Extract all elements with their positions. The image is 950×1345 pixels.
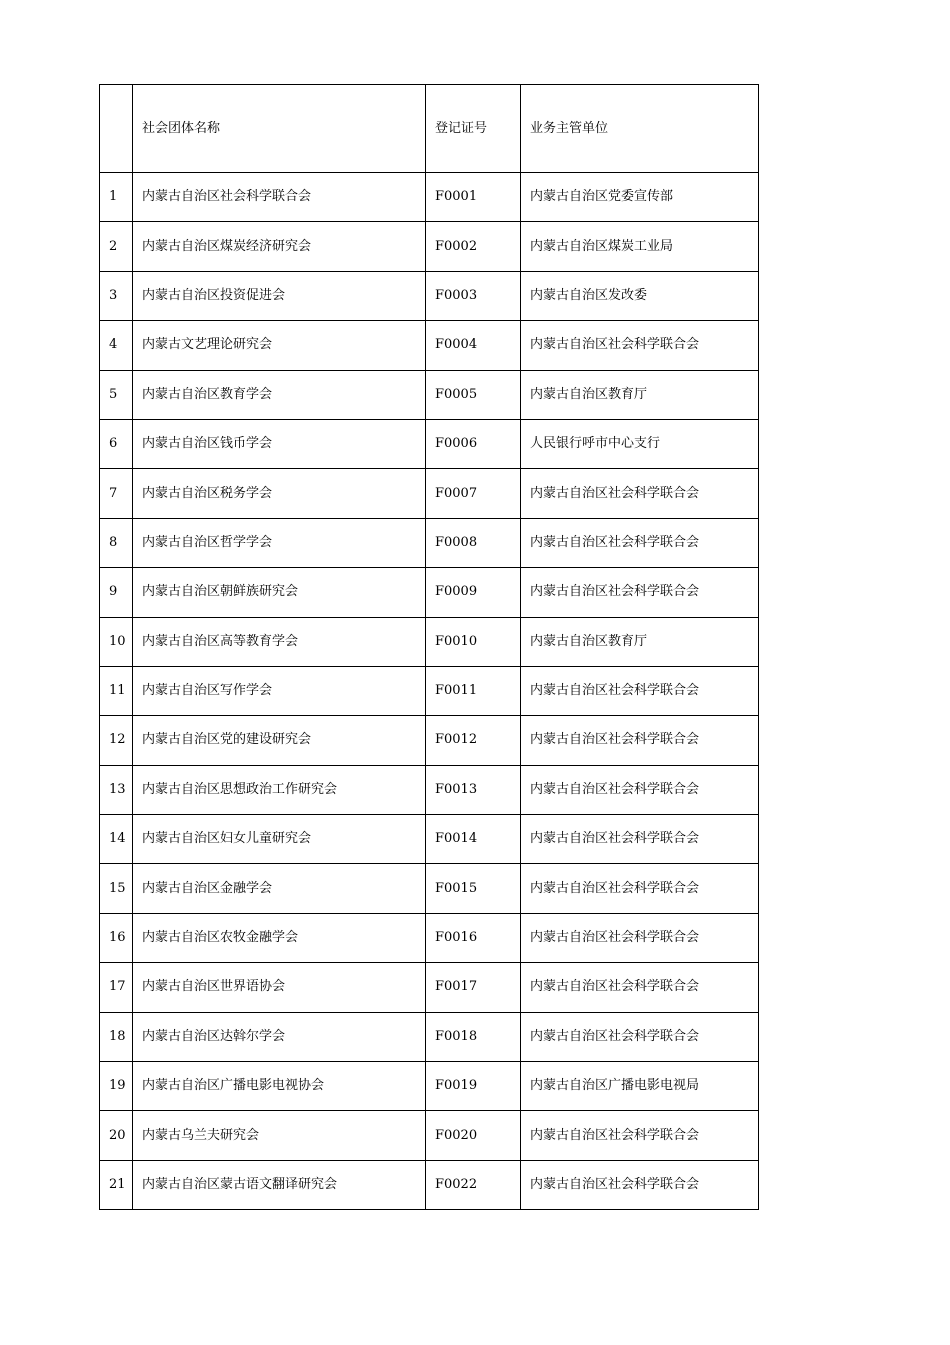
cell-supervising-unit: 内蒙古自治区社会科学联合会 [521, 1111, 759, 1160]
cell-registration-code: F0009 [426, 568, 521, 617]
cell-registration-code: F0019 [426, 1062, 521, 1111]
cell-no: 16 [100, 913, 133, 962]
header-name: 社会团体名称 [133, 85, 426, 173]
cell-org-name: 内蒙古自治区税务学会 [133, 469, 426, 518]
cell-supervising-unit: 内蒙古自治区社会科学联合会 [521, 469, 759, 518]
cell-no: 4 [100, 321, 133, 370]
cell-no: 14 [100, 815, 133, 864]
cell-org-name: 内蒙古自治区朝鲜族研究会 [133, 568, 426, 617]
cell-registration-code: F0022 [426, 1160, 521, 1209]
table-row [100, 518, 759, 567]
cell-registration-code: F0014 [426, 815, 521, 864]
cell-no: 11 [100, 666, 133, 715]
cell-no: 9 [100, 568, 133, 617]
table-row [100, 864, 759, 913]
cell-supervising-unit: 内蒙古自治区社会科学联合会 [521, 321, 759, 370]
table-row [100, 765, 759, 814]
cell-registration-code: F0011 [426, 666, 521, 715]
table-row [100, 913, 759, 962]
cell-org-name: 内蒙古自治区金融学会 [133, 864, 426, 913]
cell-org-name: 内蒙古自治区达斡尔学会 [133, 1012, 426, 1061]
cell-supervising-unit: 内蒙古自治区煤炭工业局 [521, 222, 759, 271]
cell-registration-code: F0016 [426, 913, 521, 962]
header-row [100, 85, 759, 173]
header-no [100, 85, 133, 173]
cell-org-name: 内蒙古自治区广播电影电视协会 [133, 1062, 426, 1111]
cell-registration-code: F0010 [426, 617, 521, 666]
cell-registration-code: F0015 [426, 864, 521, 913]
header-code: 登记证号 [426, 85, 521, 173]
cell-no: 17 [100, 963, 133, 1012]
cell-org-name: 内蒙古乌兰夫研究会 [133, 1111, 426, 1160]
cell-supervising-unit: 内蒙古自治区社会科学联合会 [521, 518, 759, 567]
cell-supervising-unit: 内蒙古自治区党委宣传部 [521, 173, 759, 222]
cell-no: 21 [100, 1160, 133, 1209]
cell-no: 15 [100, 864, 133, 913]
table-body [100, 85, 759, 1210]
cell-registration-code: F0012 [426, 716, 521, 765]
cell-supervising-unit: 内蒙古自治区社会科学联合会 [521, 913, 759, 962]
cell-supervising-unit: 人民银行呼市中心支行 [521, 419, 759, 468]
cell-org-name: 内蒙古自治区思想政治工作研究会 [133, 765, 426, 814]
cell-supervising-unit: 内蒙古自治区社会科学联合会 [521, 666, 759, 715]
cell-no: 2 [100, 222, 133, 271]
cell-no: 10 [100, 617, 133, 666]
cell-org-name: 内蒙古自治区教育学会 [133, 370, 426, 419]
cell-org-name: 内蒙古自治区社会科学联合会 [133, 173, 426, 222]
cell-no: 7 [100, 469, 133, 518]
table-row [100, 617, 759, 666]
table-row [100, 271, 759, 320]
cell-org-name: 内蒙古自治区哲学学会 [133, 518, 426, 567]
cell-no: 3 [100, 271, 133, 320]
table-row [100, 666, 759, 715]
cell-supervising-unit: 内蒙古自治区教育厅 [521, 370, 759, 419]
cell-registration-code: F0020 [426, 1111, 521, 1160]
cell-org-name: 内蒙古自治区农牧金融学会 [133, 913, 426, 962]
registry-table [99, 84, 759, 1210]
cell-no: 12 [100, 716, 133, 765]
cell-supervising-unit: 内蒙古自治区社会科学联合会 [521, 864, 759, 913]
cell-no: 20 [100, 1111, 133, 1160]
cell-no: 19 [100, 1062, 133, 1111]
cell-org-name: 内蒙古自治区钱币学会 [133, 419, 426, 468]
cell-supervising-unit: 内蒙古自治区教育厅 [521, 617, 759, 666]
cell-supervising-unit: 内蒙古自治区社会科学联合会 [521, 1160, 759, 1209]
table-row [100, 222, 759, 271]
cell-no: 6 [100, 419, 133, 468]
cell-registration-code: F0018 [426, 1012, 521, 1061]
cell-org-name: 内蒙古自治区党的建设研究会 [133, 716, 426, 765]
cell-no: 13 [100, 765, 133, 814]
cell-supervising-unit: 内蒙古自治区社会科学联合会 [521, 963, 759, 1012]
cell-supervising-unit: 内蒙古自治区社会科学联合会 [521, 1012, 759, 1061]
table-row [100, 321, 759, 370]
cell-registration-code: F0003 [426, 271, 521, 320]
cell-supervising-unit: 内蒙古自治区社会科学联合会 [521, 716, 759, 765]
cell-org-name: 内蒙古自治区写作学会 [133, 666, 426, 715]
table-row [100, 1111, 759, 1160]
table-row [100, 469, 759, 518]
cell-registration-code: F0004 [426, 321, 521, 370]
cell-supervising-unit: 内蒙古自治区发改委 [521, 271, 759, 320]
cell-supervising-unit: 内蒙古自治区广播电影电视局 [521, 1062, 759, 1111]
cell-no: 8 [100, 518, 133, 567]
cell-no: 18 [100, 1012, 133, 1061]
cell-org-name: 内蒙古文艺理论研究会 [133, 321, 426, 370]
cell-registration-code: F0002 [426, 222, 521, 271]
table-row [100, 1012, 759, 1061]
table-row [100, 963, 759, 1012]
cell-registration-code: F0005 [426, 370, 521, 419]
table-row [100, 1062, 759, 1111]
cell-registration-code: F0008 [426, 518, 521, 567]
header-department: 业务主管单位 [521, 85, 759, 173]
cell-registration-code: F0013 [426, 765, 521, 814]
cell-org-name: 内蒙古自治区高等教育学会 [133, 617, 426, 666]
cell-registration-code: F0017 [426, 963, 521, 1012]
table-row [100, 568, 759, 617]
table-row [100, 173, 759, 222]
cell-no: 5 [100, 370, 133, 419]
table-row [100, 419, 759, 468]
table-row [100, 815, 759, 864]
cell-org-name: 内蒙古自治区煤炭经济研究会 [133, 222, 426, 271]
cell-no: 1 [100, 173, 133, 222]
table-row [100, 716, 759, 765]
cell-org-name: 内蒙古自治区妇女儿童研究会 [133, 815, 426, 864]
cell-registration-code: F0006 [426, 419, 521, 468]
cell-registration-code: F0001 [426, 173, 521, 222]
cell-supervising-unit: 内蒙古自治区社会科学联合会 [521, 765, 759, 814]
cell-supervising-unit: 内蒙古自治区社会科学联合会 [521, 568, 759, 617]
cell-org-name: 内蒙古自治区世界语协会 [133, 963, 426, 1012]
cell-org-name: 内蒙古自治区蒙古语文翻译研究会 [133, 1160, 426, 1209]
cell-org-name: 内蒙古自治区投资促进会 [133, 271, 426, 320]
cell-supervising-unit: 内蒙古自治区社会科学联合会 [521, 815, 759, 864]
table-row [100, 1160, 759, 1209]
cell-registration-code: F0007 [426, 469, 521, 518]
table-row [100, 370, 759, 419]
